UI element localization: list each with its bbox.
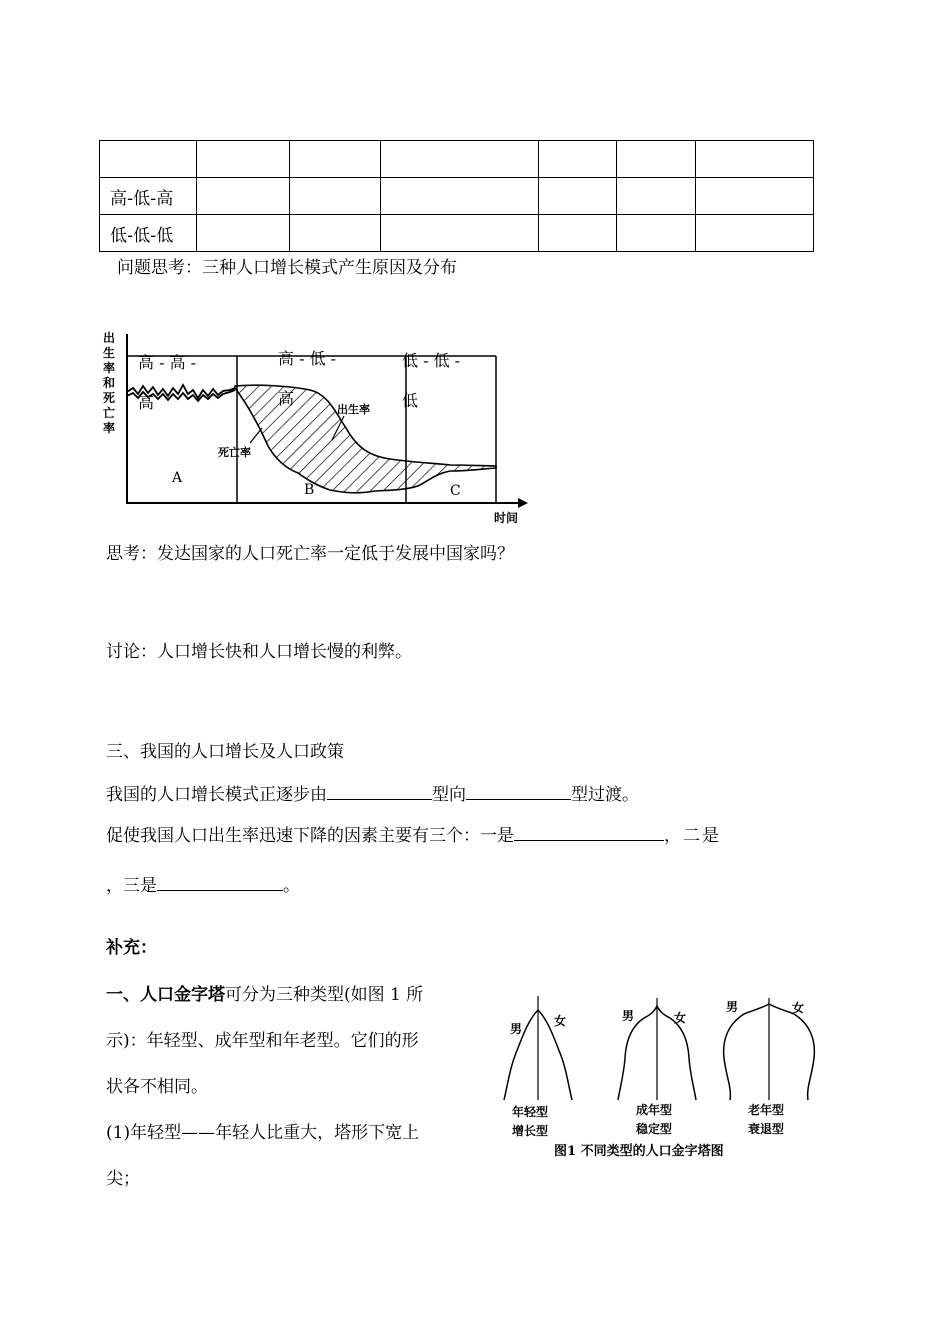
table-cell [290,141,381,178]
y-label-char: 和 [103,376,116,390]
birth-rate-factors-sentence [106,822,721,848]
table-cell [381,178,539,215]
old-type-label-2: 衰退型 [748,1122,785,1136]
female-label: 女 [792,1001,805,1015]
pyramid-text-line-5: 尖； [106,1169,140,1189]
supplement-heading: 补充： [106,938,157,958]
table-cell [617,178,696,215]
pyramid-text-line-3: 状各不相同。 [106,1077,208,1097]
y-axis-label [103,330,115,435]
x-axis-label: 时间 [494,511,519,525]
fill-blank-2[interactable] [466,781,571,800]
sentence-text: 可分为三种类型(如图 1 所 [225,985,424,1005]
pyramid-term: 一、人口金字塔 [106,985,225,1005]
figure-caption: 图1 不同类型的人口金字塔图 [554,1144,724,1159]
table-cell [290,178,381,215]
growth-mode-sentence [106,781,639,807]
table-cell [617,141,696,178]
sentence-text: ，二是 [664,826,721,846]
male-label: 男 [622,1009,635,1023]
stage-a-title-2: 高 [138,393,155,412]
table-cell [100,141,197,178]
table-cell [539,141,617,178]
sentence-text: 。 [283,876,300,896]
table-cell [696,215,814,252]
table-cell [290,215,381,252]
table-cell [696,141,814,178]
table-cell [197,178,290,215]
table-cell [696,178,814,215]
sentence-text: 型过渡。 [571,785,639,805]
table-cell [617,215,696,252]
table-cell [381,215,539,252]
table-cell: 高-低-高 [100,178,197,215]
sentence-text: 促使我国人口出生率迅速下降的因素主要有三个：一是 [106,826,514,846]
table-cell [197,141,290,178]
pyramid-text-line-4: (1)年轻型——年轻人比重大，塔形下宽上 [106,1123,420,1143]
table-cell [197,215,290,252]
stage-c-title-2: 低 [402,391,419,410]
y-label-char: 生 [103,346,116,360]
pyramid-text-line-1 [106,983,423,1007]
fill-blank-3[interactable] [514,822,664,841]
y-label-char: 率 [103,361,116,375]
y-label-char: 出 [103,331,116,345]
old-pyramid [724,998,815,1136]
male-label: 男 [726,1000,739,1014]
question-think-text: 问题思考：三种人口增长模式产生原因及分布 [117,258,457,278]
young-pyramid [504,996,572,1138]
think-question-text: 思考：发达国家的人口死亡率一定低于发展中国家吗？ [106,544,514,564]
fill-blank-1[interactable] [327,781,432,800]
region-a-label: A [172,470,183,486]
table-row [100,215,814,252]
adult-type-label: 成年型 [636,1103,673,1117]
table-cell [539,178,617,215]
table-cell [381,141,539,178]
young-type-label-2: 增长型 [512,1124,549,1138]
section-3-title: 三、我国的人口增长及人口政策 [106,742,344,762]
sentence-text: 型向 [432,785,466,805]
death-rate-label: 死亡率 [218,446,251,459]
young-type-label: 年轻型 [512,1105,549,1119]
female-label: 女 [554,1014,567,1028]
region-c-label: C [450,483,461,499]
x-axis-arrow [518,498,528,508]
population-growth-graph [100,328,530,528]
hatched-gap-area [235,385,496,493]
stage-b-title: 高 - 低 - [278,349,337,368]
table-row [100,141,814,178]
female-label: 女 [674,1011,687,1025]
stage-a-title: 高 - 高 - [138,353,197,372]
y-label-char: 率 [103,421,116,435]
table-row [100,178,814,215]
adult-pyramid [618,998,696,1136]
discussion-text: 讨论：人口增长快和人口增长慢的利弊。 [106,642,412,662]
adult-type-label-2: 稳定型 [636,1122,673,1136]
stage-c-title: 低 - 低 - [402,351,461,370]
y-label-char: 死 [103,391,116,405]
sentence-text: 我国的人口增长模式正逐步由 [106,785,327,805]
table-cell [539,215,617,252]
stage-b-title-2: 高 [278,389,295,408]
birth-rate-factors-sentence-2 [106,872,300,898]
male-label: 男 [510,1022,523,1036]
pyramid-text-line-2: 示)：年轻型、成年型和年老型。它们的形 [106,1031,419,1051]
old-type-label: 老年型 [748,1103,785,1117]
table-cell: 低-低-低 [100,215,197,252]
death-rate-pointer [250,428,262,443]
population-mode-table [99,140,814,252]
population-pyramid-figure [494,988,839,1166]
sentence-text: ，三是 [106,876,157,896]
y-label-char: 亡 [103,406,116,420]
fill-blank-4[interactable] [157,872,283,891]
region-b-label: B [304,482,315,498]
birth-rate-label: 出生率 [337,403,370,416]
